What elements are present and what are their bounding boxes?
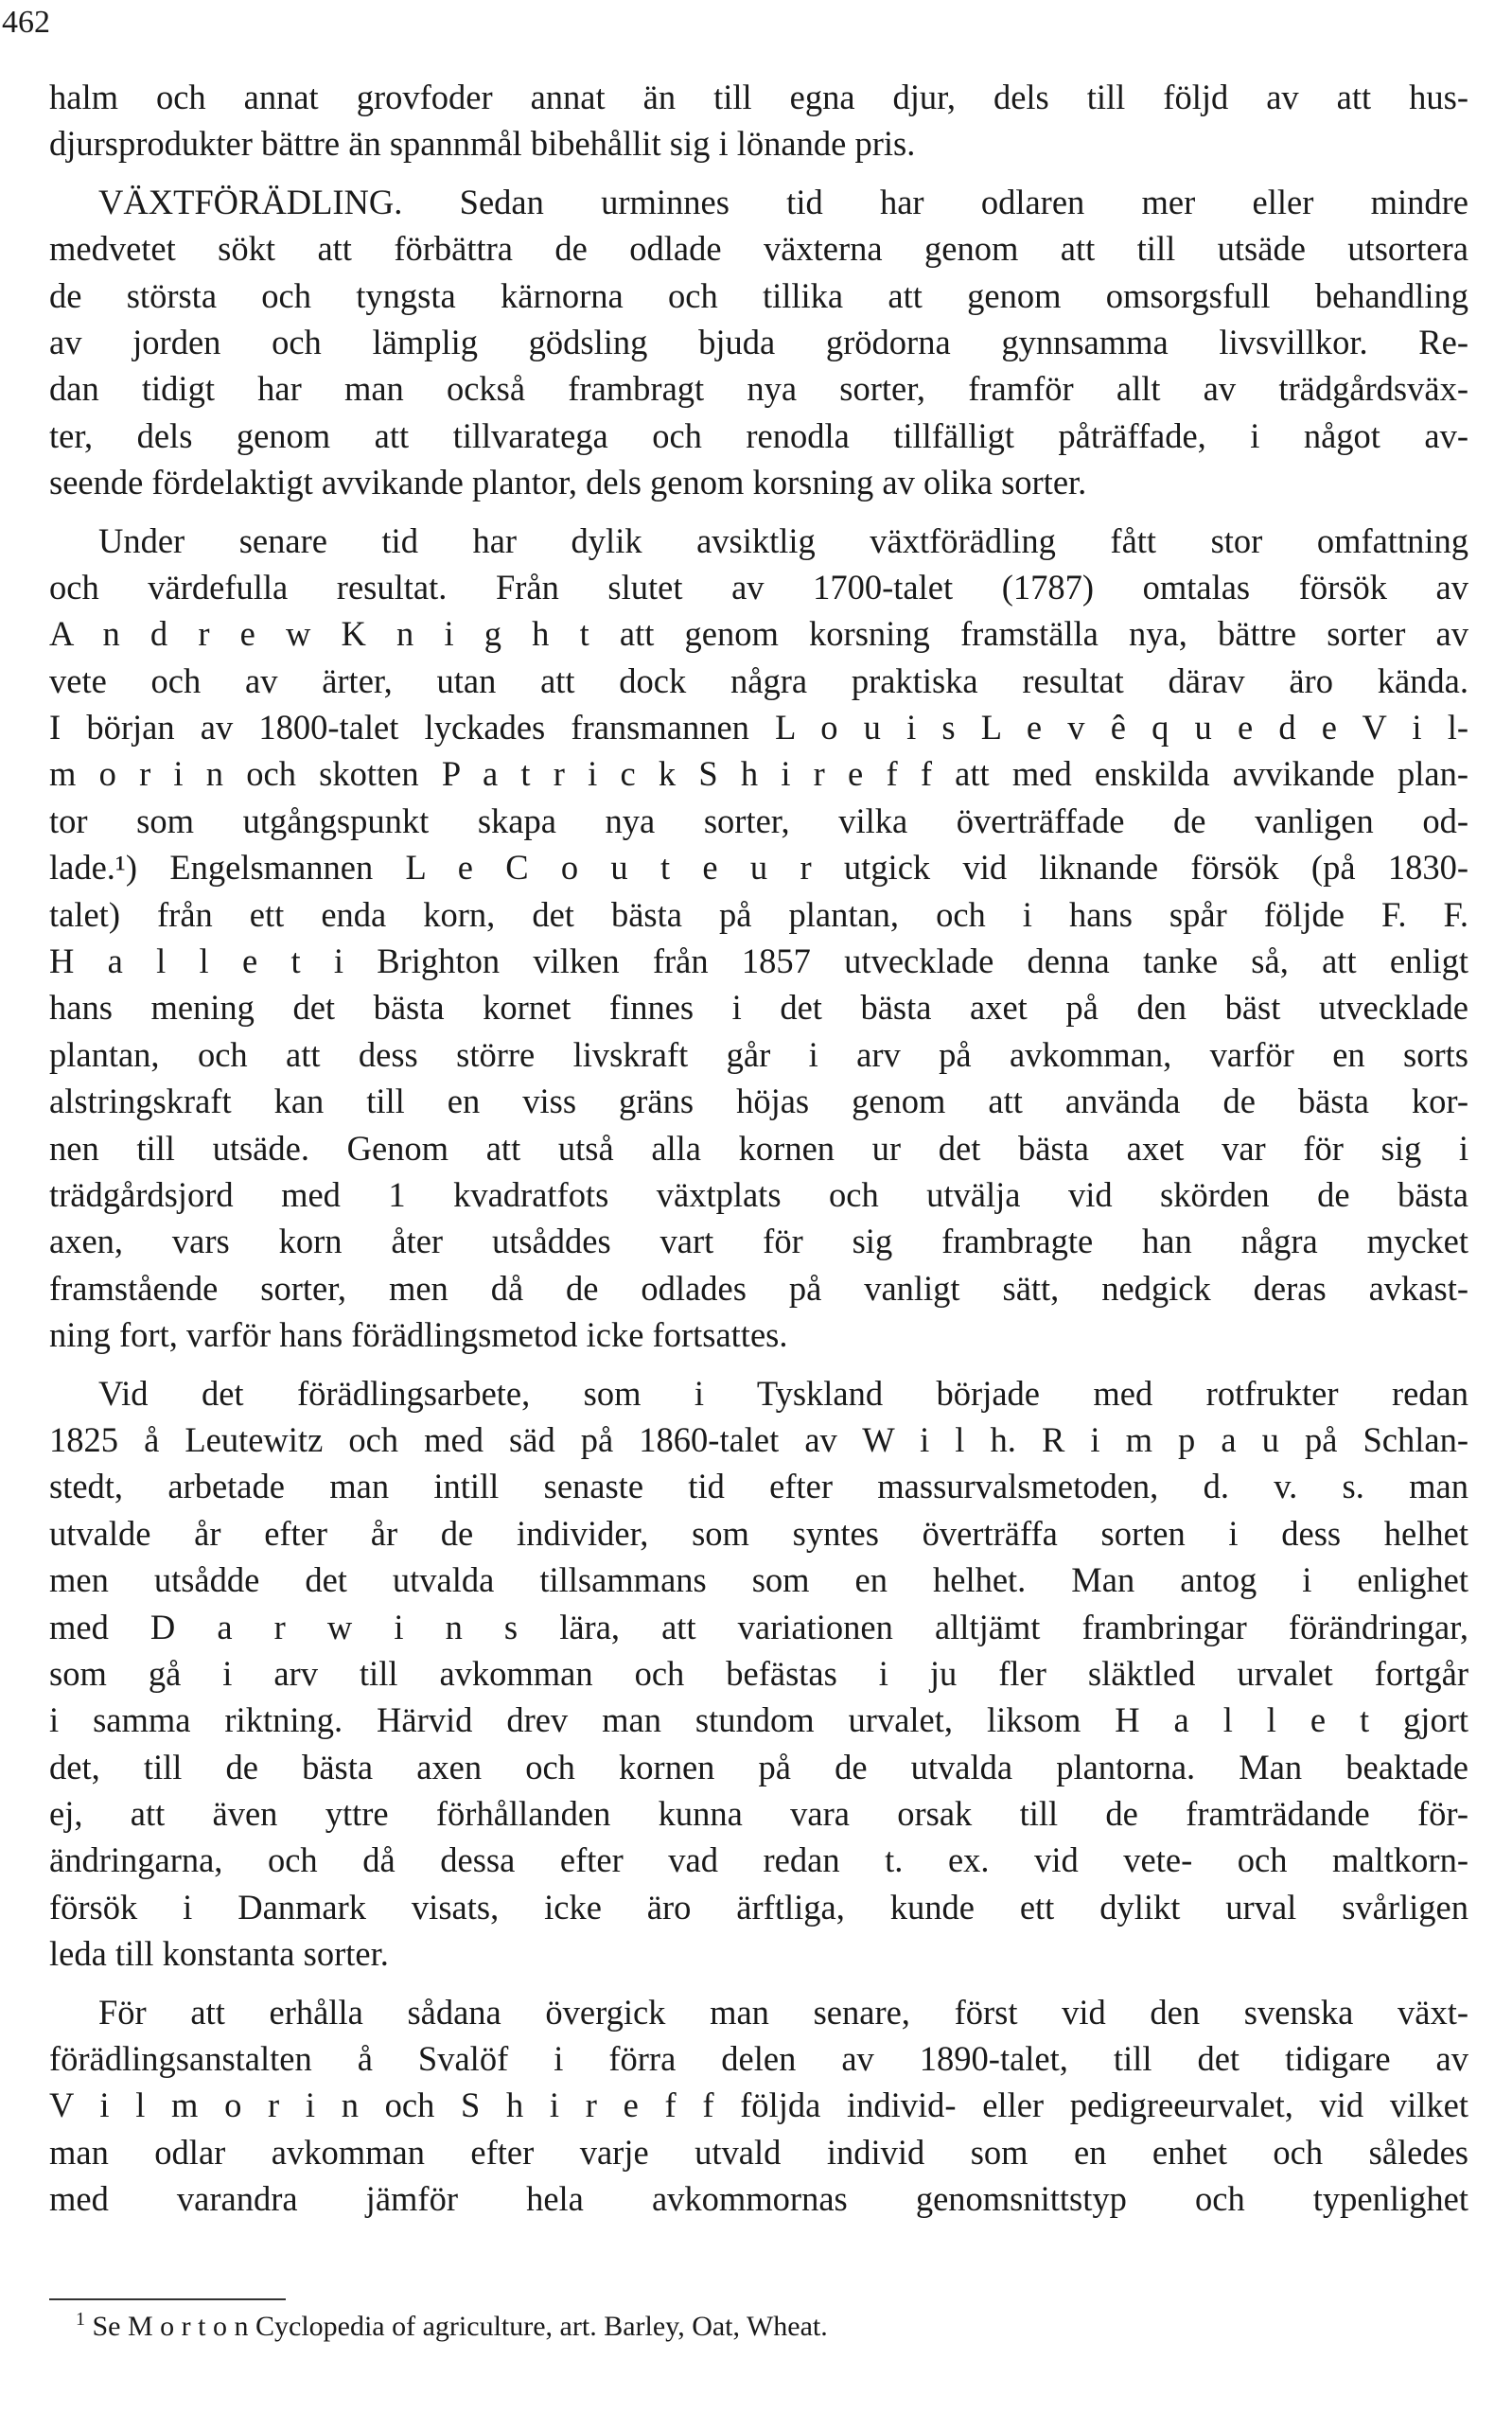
text-line: plantan, och att dess större livskraft går i arv på avkomman, varför en sorts [49, 1034, 1468, 1074]
text-line: H a l l e t i Brighton vilken från 1857 utvecklade denna tanke så, att enligt [49, 942, 1468, 981]
paragraph-gap [49, 1978, 1468, 1989]
text-line: man odlar avkomman efter varje utvald individ som en enhet och således [49, 2132, 1468, 2172]
text-line: V i l m o r i n och S h i r e f f följda individ- eller pedigreeurvalet, vid vilket [49, 2085, 1468, 2125]
paragraph-gap [49, 1359, 1468, 1370]
page-number: 462 [2, 5, 50, 40]
text-line: ter, dels genom att tillvaratega och renodla tillfälligt påträffade, i något av- [49, 415, 1468, 455]
text-line: av jorden och lämplig gödsling bjuda grödorna gynnsamma livsvillkor. Re- [49, 322, 1468, 361]
text-line: Under senare tid har dylik avsiktlig växtförädling fått stor omfattning [98, 520, 1468, 560]
text-line: och värdefulla resultat. Från slutet av 1700-talet (1787) omtalas försök av [49, 567, 1468, 607]
text-line: A n d r e w K n i g h t att genom korsning framställa nya, bättre sorter av [49, 614, 1468, 654]
text-line: hans mening det bästa kornet finnes i det bästa axet på den bäst utvecklade [49, 988, 1468, 1028]
paragraph-gap [49, 167, 1468, 179]
text-line: alstringskraft kan till en viss gräns höjas genom att använda de bästa kor- [49, 1082, 1468, 1121]
text-line: nen till utsäde. Genom att utså alla kornen ur det bästa axet var för sig i [49, 1128, 1468, 1168]
text-line: I början av 1800-talet lyckades fransmannen L o u i s L e v ê q u e d e V i l- [49, 708, 1468, 748]
text-line: dan tidigt har man också frambragt nya sorter, framför allt av trädgårdsväx- [49, 369, 1468, 409]
footnote-divider [49, 2298, 286, 2300]
text-line: i samma riktning. Härvid drev man stundom urvalet, liksom H a l l e t gjort [49, 1700, 1468, 1740]
text-line: Vid det förädlingsarbete, som i Tyskland började med rotfrukter redan [98, 1373, 1468, 1413]
text-line: halm och annat grovfoder annat än till egna djur, dels till följd av att hus- [49, 78, 1468, 116]
text-line: utvalde år efter år de individer, som syntes överträffa sorten i dess helhet [49, 1513, 1468, 1553]
text-line: de största och tyngsta kärnorna och tillika att genom omsorgsfull behandling [49, 275, 1468, 315]
text-line: vete och av ärter, utan att dock några praktiska resultat därav äro kända. [49, 660, 1468, 700]
text-line: medvetet sökt att förbättra de odlade växterna genom att till utsäde utsortera [49, 229, 1468, 269]
text-line: seende fördelaktigt avvikande plantor, dels genom korsning av olika sorter. [49, 463, 1087, 502]
text-line: med varandra jämför hela avkommornas genomsnittstyp och typenlighet [49, 2179, 1468, 2219]
text-line: ändringarna, och då dessa efter vad redan t. ex. vid vete- och maltkorn- [49, 1840, 1468, 1880]
text-line: m o r i n och skotten P a t r i c k S h i r e f f att med enskilda avvikande plan- [49, 754, 1468, 794]
footnote [76, 2307, 828, 2347]
text-line: För att erhålla sådana övergick man senare, först vid den svenska växt- [98, 1992, 1468, 2032]
text-line: framstående sorter, men då de odlades på vanligt sätt, nedgick deras avkast- [49, 1268, 1468, 1308]
footnote-text: Se M o r t o n Cyclopedia of agriculture, art. Barley, Oat, Wheat. [92, 2311, 828, 2342]
text-line: VÄXTFÖRÄDLING. Sedan urminnes tid har odlaren mer eller mindre [98, 182, 1468, 221]
text-line: men utsådde det utvalda tillsammans som en helhet. Man antog i enlighet [49, 1560, 1468, 1600]
text-line: med D a r w i n s lära, att variationen alltjämt frambringar förändringar, [49, 1607, 1468, 1646]
text-line: leda till konstanta sorter. [49, 1934, 389, 1974]
text-line: axen, vars korn åter utsåddes vart för sig frambragte han några mycket [49, 1222, 1468, 1261]
paragraph-gap [49, 506, 1468, 518]
text-line: ning fort, varför hans förädlingsmetod icke fortsattes. [49, 1315, 788, 1355]
text-line: försök i Danmark visats, icke äro ärftliga, kunde ett dylikt urval svårligen [49, 1887, 1468, 1927]
text-line: trädgårdsjord med 1 kvadratfots växtplats och utvälja vid skörden de bästa [49, 1174, 1468, 1214]
text-line: det, till de bästa axen och kornen på de utvalda plantorna. Man beaktade [49, 1747, 1468, 1786]
text-line: som gå i arv till avkomman och befästas i ju fler släktled urvalet fortgår [49, 1653, 1468, 1693]
text-line: talet) från ett enda korn, det bästa på plantan, och i hans spår följde F. F. [49, 894, 1468, 934]
text-line: ej, att även yttre förhållanden kunna vara orsak till de framträdande för- [49, 1794, 1468, 1834]
body-text [49, 74, 1468, 2223]
footnote-marker: 1 [76, 2309, 85, 2330]
text-line: 1825 å Leutewitz och med säd på 1860-talet av W i l h. R i m p a u på Schlan- [49, 1419, 1468, 1459]
text-line: förädlingsanstalten å Svalöf i förra delen av 1890-talet, till det tidigare av [49, 2039, 1468, 2079]
text-line: stedt, arbetade man intill senaste tid efter massurvalsmetoden, d. v. s. man [49, 1467, 1468, 1506]
text-line: tor som utgångspunkt skapa nya sorter, vilka överträffade de vanligen od- [49, 801, 1468, 840]
text-line: lade.¹) Engelsmannen L e C o u t e u r utgick vid liknande försök (på 1830- [49, 848, 1468, 888]
text-line: djursprodukter bättre än spannmål bibehållit sig i lönande pris. [49, 124, 916, 164]
